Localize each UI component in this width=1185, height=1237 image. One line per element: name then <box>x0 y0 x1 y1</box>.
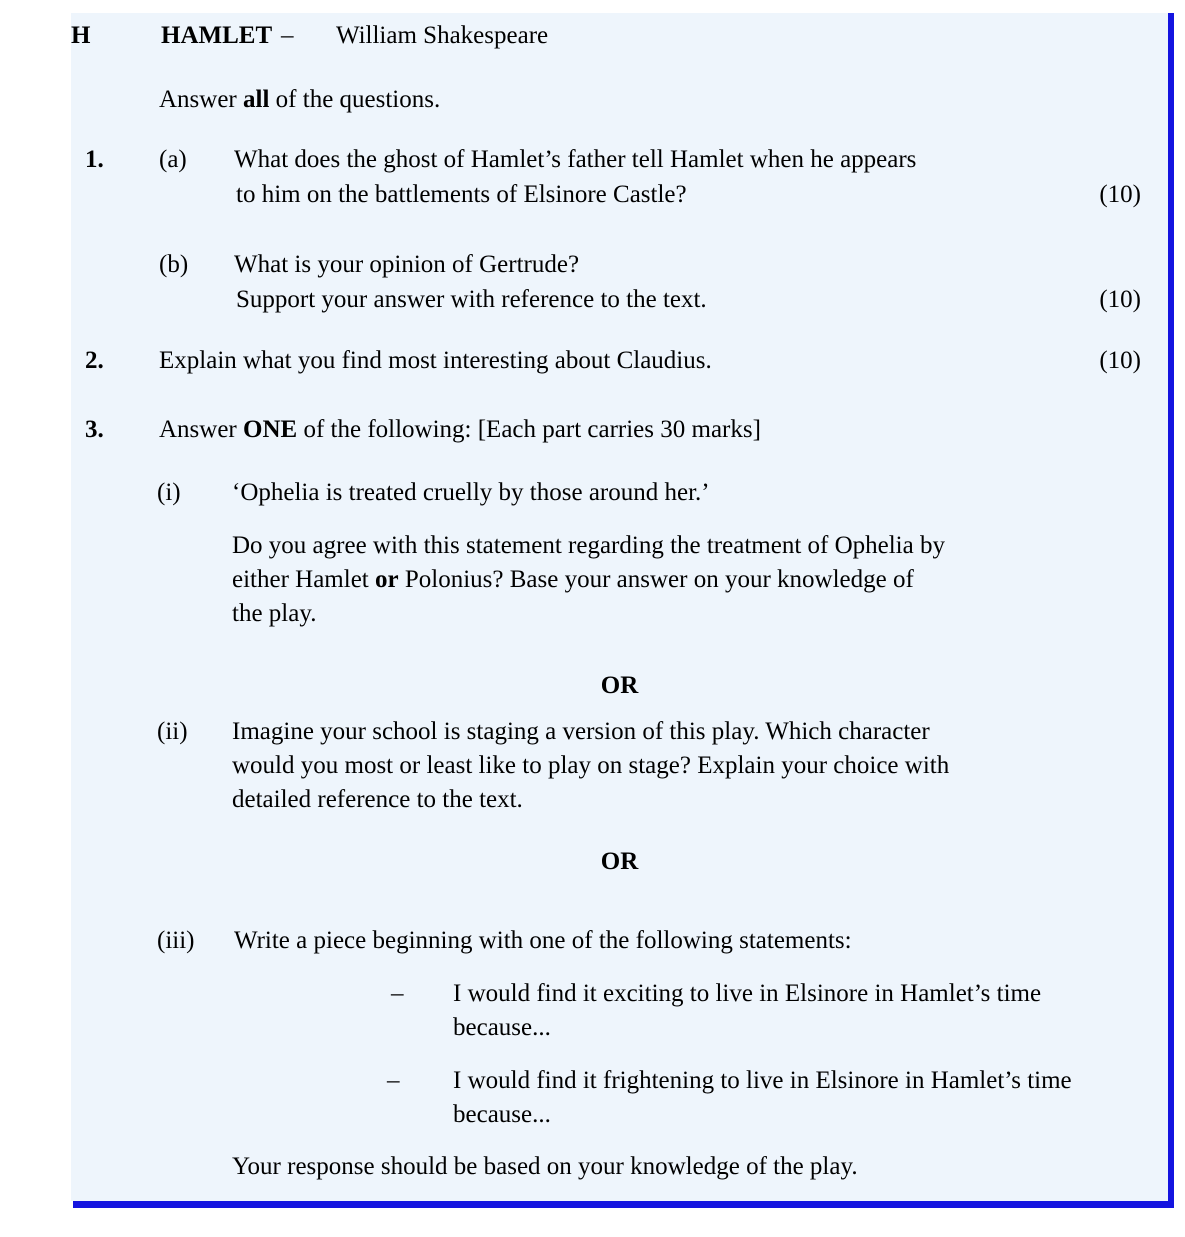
right-border-rule <box>1168 13 1174 1208</box>
paper-author: William Shakespeare <box>336 22 549 49</box>
exam-paper-page <box>71 13 1168 1201</box>
title-dash: – <box>281 22 294 49</box>
bullet-1-line-2: because... <box>453 1014 551 1041</box>
option-i-body-line-2-suffix: Polonius? Base your answer on your knowledge of <box>398 566 914 593</box>
option-ii-line-1: Imagine your school is staging a version of this play. Which character <box>232 718 930 745</box>
bullet-2-line-2: because... <box>453 1101 551 1128</box>
instruction-emphasis: all <box>243 86 270 113</box>
option-ii-line-2: would you most or least like to play on stage? Explain your choice with <box>232 752 950 779</box>
option-iii-label: (iii) <box>157 927 195 954</box>
question-1 <box>71 143 1168 313</box>
question-3-stem <box>159 413 1109 447</box>
or-separator-2: OR <box>600 848 639 875</box>
question-1-number: 1. <box>85 146 104 173</box>
bullet-2-dash: – <box>387 1067 400 1094</box>
option-i-body-line-2-prefix: either Hamlet <box>232 566 375 593</box>
question-3 <box>71 413 1168 1180</box>
option-i-quote: ‘Ophelia is treated cruelly by those around her.’ <box>232 479 710 506</box>
question-1b-line-2: Support your answer with reference to the text. <box>236 286 707 313</box>
option-ii-line-3: detailed reference to the text. <box>232 786 523 813</box>
question-1b-marks: (10) <box>1099 286 1141 313</box>
option-i-label: (i) <box>157 479 181 506</box>
question-1a-marks: (10) <box>1099 181 1141 208</box>
question-1a-line-2: to him on the battlements of Elsinore Castle? <box>236 181 687 208</box>
section-letter: H <box>71 22 91 49</box>
question-1a-line-1: What does the ghost of Hamlet’s father tell Hamlet when he appears <box>234 146 917 173</box>
paper-header <box>71 19 1168 59</box>
question-2-number: 2. <box>85 347 104 374</box>
option-i-body-line-3: the play. <box>232 600 317 627</box>
question-3-stem-prefix: Answer <box>159 416 244 443</box>
answer-all-instruction <box>159 83 959 117</box>
option-ii-label: (ii) <box>157 718 188 745</box>
question-2-text: Explain what you find most interesting about Claudius. <box>159 347 712 374</box>
option-i-body-line-1: Do you agree with this statement regarding the treatment of Ophelia by <box>232 532 945 559</box>
bullet-1-dash: – <box>391 980 404 1007</box>
question-2-marks: (10) <box>1099 347 1141 374</box>
bullet-2-line-1: I would find it frightening to live in Elsinore in Hamlet’s time <box>453 1067 1072 1094</box>
question-3-stem-emphasis: ONE <box>243 416 298 443</box>
question-1b-line-1: What is your opinion of Gertrude? <box>234 251 580 278</box>
question-1a-label: (a) <box>159 146 187 173</box>
bullet-1-line-1: I would find it exciting to live in Elsinore in Hamlet’s time <box>453 980 1042 1007</box>
instruction-prefix: Answer <box>159 86 244 113</box>
option-iii-closing: Your response should be based on your knowledge of the play. <box>232 1153 858 1180</box>
question-3-stem-suffix: of the following: [Each part carries 30 marks] <box>297 416 761 443</box>
or-separator-1: OR <box>600 672 639 699</box>
question-3-number: 3. <box>85 416 104 443</box>
instruction-suffix: of the questions. <box>269 86 441 113</box>
paper-title: HAMLET <box>161 22 273 49</box>
question-2 <box>71 344 1168 384</box>
option-iii-intro: Write a piece beginning with one of the following statements: <box>234 927 852 954</box>
option-i-body-line-2-emphasis: or <box>375 566 399 593</box>
bottom-border-rule <box>73 1201 1174 1208</box>
option-i-body-line-2 <box>232 563 1152 597</box>
question-1b-label: (b) <box>159 251 189 278</box>
